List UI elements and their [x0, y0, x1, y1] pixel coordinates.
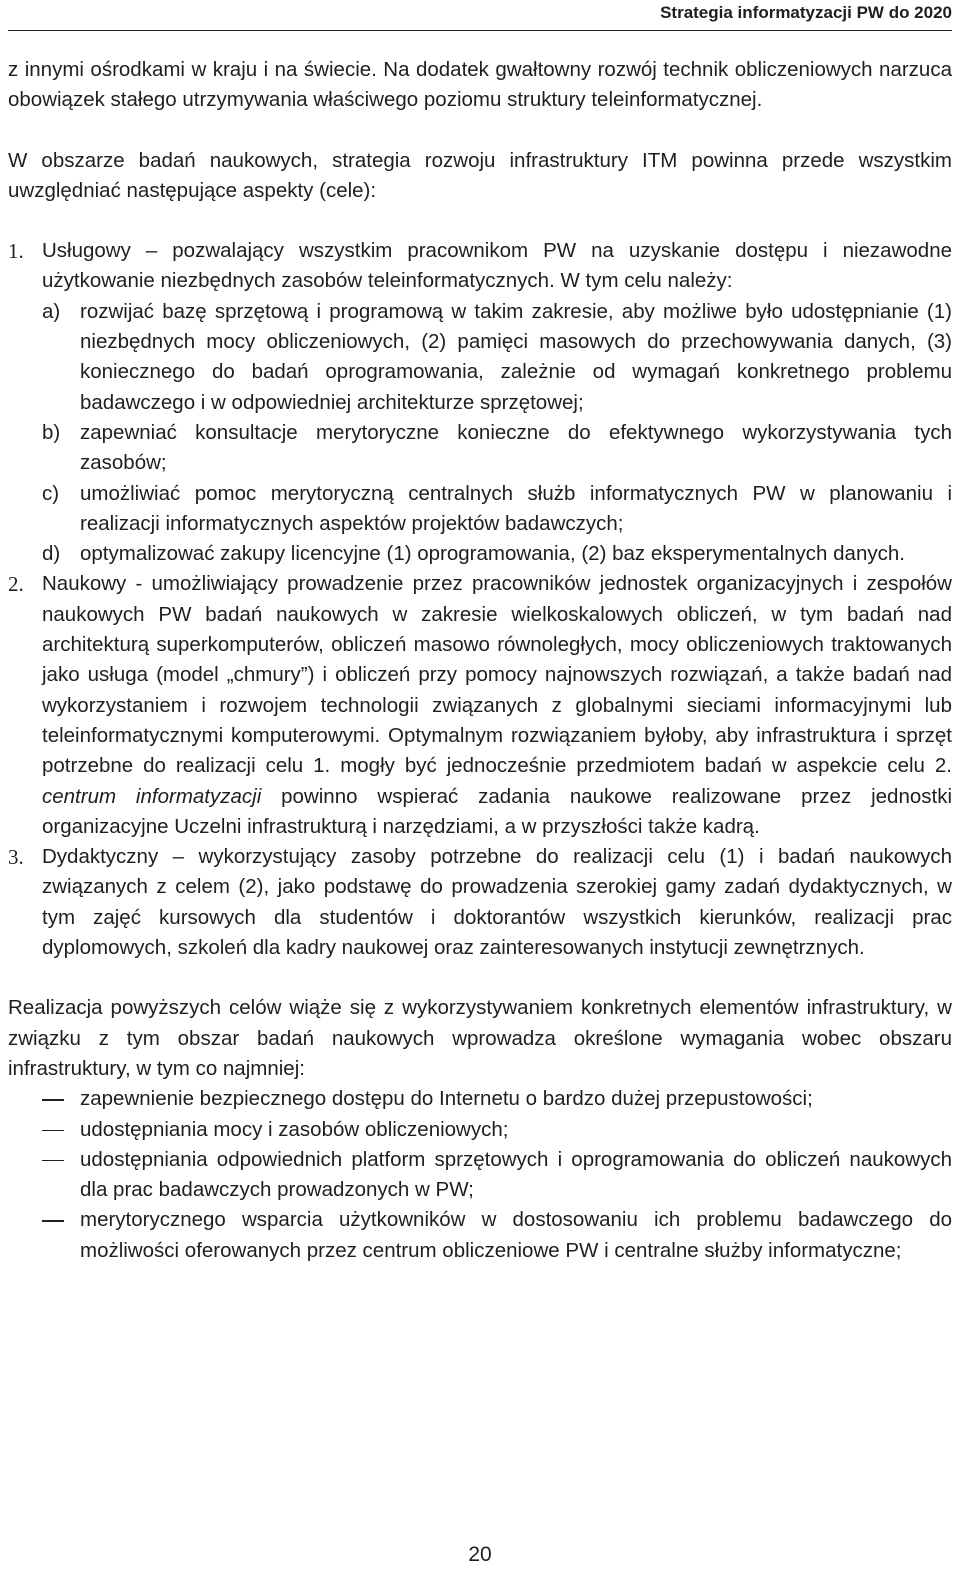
- dash-bullet: [42, 1220, 64, 1222]
- subitem-letter: a): [42, 299, 61, 323]
- goal-subitem-b: [8, 418, 952, 479]
- subitem-text: optymalizować zakupy licencyjne (1) oprogramowania, (2) baz eksperymentalnych danych.: [80, 542, 905, 566]
- subitem-letter: d): [42, 542, 61, 566]
- intro-paragraph-1: z innymi ośrodkami w kraju i na świecie. Na dodatek gwałtowny rozwój technik obliczeniowych narzuca obowiązek stałego utrzymywania właściwego poziomu struktury teleinformatycznej.: [8, 58, 952, 112]
- subitem-text: umożliwiać pomoc merytoryczną centralnych służb informatycznych PW w planowaniu i realizacji informatycznych aspektów projektów badawczych;: [80, 481, 952, 535]
- requirement-item: [8, 1205, 952, 1266]
- page-footer: [0, 1540, 960, 1570]
- intro-paragraph-2: W obszarze badań naukowych, strategia rozwoju infrastruktury ITM powinna przede wszystkim uwzględniać następujące aspekty (cele):: [8, 148, 952, 202]
- subitem-letter: b): [42, 420, 61, 444]
- requirements-intro: Realizacja powyższych celów wiąże się z wykorzystywaniem konkretnych elementów infrastruktury, w związku z tym obszar badań naukowych wprowadza określone wymagania wobec obszaru infrastruktury, w tym co najmniej:: [8, 996, 952, 1080]
- goal-number: 1.: [8, 239, 24, 264]
- goal-item-1: [8, 236, 952, 297]
- goal-text-after: powinno wspierać zadania naukowe realizowane przez jednostki organizacyjne Uczelni infrastrukturą i narzędziami, a w przyszłości także kadrą.: [42, 784, 952, 838]
- subitem-text: zapewniać konsultacje merytoryczne konieczne do efektywnego wykorzystywania tych zasobów;: [80, 420, 952, 475]
- requirement-text: udostępniania mocy i zasobów obliczeniowych;: [80, 1117, 509, 1141]
- requirement-item: [8, 1145, 952, 1206]
- page-number: 20: [468, 1543, 492, 1566]
- goal-text-italic: centrum informatyzacji: [42, 784, 262, 808]
- goal-number: 2.: [8, 572, 24, 597]
- goal-subitem-a: [8, 297, 952, 418]
- page-content: [8, 55, 952, 1266]
- requirement-text: udostępniania odpowiednich platform sprzętowych i oprogramowania do obliczeń naukowych dla prac badawczych prowadzonych w PW;: [80, 1147, 952, 1202]
- goal-item-2: [8, 569, 952, 842]
- goal-text: Usługowy – pozwalający wszystkim pracownikom PW na uzyskanie dostępu i niezawodne użytkowanie niezbędnych zasobów teleinformatycznych. W tym celu należy:: [42, 239, 952, 293]
- goal-item-3: [8, 842, 952, 963]
- header-title: Strategia informatyzacji PW do 2020: [660, 3, 952, 22]
- requirement-text: merytorycznego wsparcia użytkowników w dostosowaniu ich problemu badawczego do możliwości oferowanych przez centrum obliczeniowe PW i centralne służby informatyczne;: [80, 1208, 952, 1262]
- dash-bullet: [42, 1130, 64, 1132]
- goal-subitem-d: [8, 539, 952, 569]
- goals-list: [8, 236, 952, 963]
- goal-text-before: Naukowy - umożliwiający prowadzenie przez pracowników jednostek organizacyjnych i zespołów naukowych PW badań naukowych w zakresie wielkoskalowych obliczeń, w tym badań nad architekturą superkomputerów, obliczeń masowo równoległych, mocy obliczeniowych traktowanych jako usługa (model „chmury”) i obliczeń przy pomocy najnowszych rozwiązań, a także badań nad wykorzystaniem i rozwojem technologii związanych z globalnymi sieciami informacyjnymi lub teleinformatycznymi komputerowymi. Optymalnym rozwiązaniem byłoby, aby infrastruktura i sprzęt potrzebne do realizacji celu 1. mogły być jednocześnie przedmiotem badań w aspekcie celu 2.: [42, 572, 952, 778]
- requirement-item: [8, 1115, 952, 1145]
- subitem-letter: c): [42, 481, 60, 505]
- page-header: [8, 0, 952, 31]
- requirement-item: [8, 1084, 952, 1114]
- goal-text: Dydaktyczny – wykorzystujący zasoby potrzebne do realizacji celu (1) i badań naukowych związanych z celem (2), jako podstawę do prowadzenia szerokiej gamy zadań dydaktycznych, w tym zajęć kursowych dla studentów i doktorantów wszystkich kierunków, realizacji prac dyplomowych, szkoleń dla kadry naukowej oraz zainteresowanych instytucji zewnętrznych.: [42, 845, 952, 960]
- goal-subitem-c: [8, 479, 952, 540]
- goal-number: 3.: [8, 845, 24, 870]
- subitem-text: rozwijać bazę sprzętową i programową w takim zakresie, aby możliwe było udostępnianie (1) niezbędnych mocy obliczeniowych, (2) pamięci masowych do przechowywania danych, (3) koniecznego do badań oprogramowania, zależnie od wymagań konkretnego problemu badawczego i w odpowiedniej architekturze sprzętowej;: [80, 299, 952, 414]
- requirements-list: [8, 1084, 952, 1266]
- dash-bullet: [42, 1160, 64, 1162]
- dash-bullet: [42, 1099, 64, 1101]
- requirement-text: zapewnienie bezpiecznego dostępu do Internetu o bardzo dużej przepustowości;: [80, 1087, 813, 1111]
